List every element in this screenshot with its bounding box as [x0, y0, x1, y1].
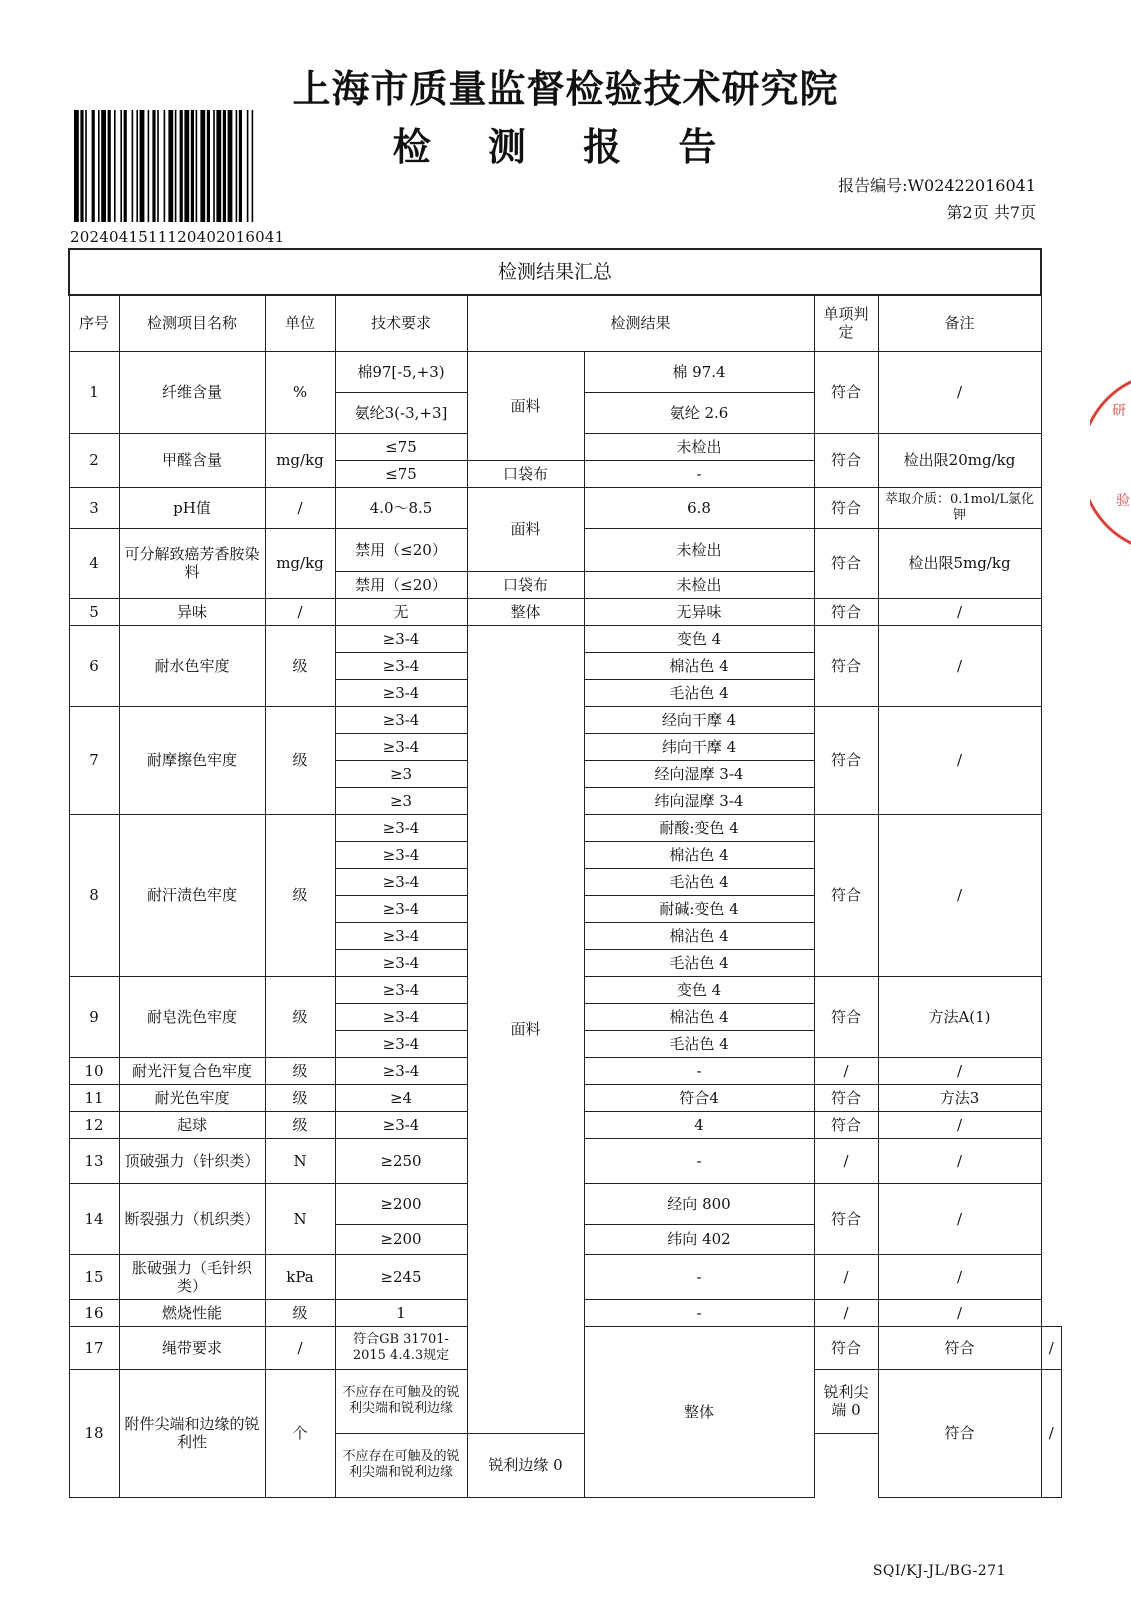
result-cell: 经向湿摩 3-4 — [584, 760, 814, 787]
req-cell: 氨纶3(-3,+3] — [335, 392, 467, 433]
req-cell: ≥3-4 — [335, 1057, 467, 1084]
seq-cell: 18 — [69, 1369, 119, 1497]
unit-cell: 级 — [265, 625, 335, 706]
result-cell: 棉沾色 4 — [584, 922, 814, 949]
page-info: 第2页 共7页 — [946, 203, 1036, 222]
remark-cell: / — [1041, 1369, 1061, 1497]
barcode-image — [74, 110, 282, 222]
req-cell: ≥200 — [335, 1183, 467, 1224]
unit-cell: 级 — [265, 814, 335, 976]
table-row — [69, 598, 1062, 625]
seq-cell: 10 — [69, 1057, 119, 1084]
seq-cell: 11 — [69, 1084, 119, 1111]
table-row — [69, 487, 1062, 528]
req-cell: ≥250 — [335, 1138, 467, 1183]
result-cell: 毛沾色 4 — [584, 1030, 814, 1057]
result-cell: 耐酸:变色 4 — [584, 814, 814, 841]
judge-cell: 符合 — [814, 1183, 878, 1254]
table-row — [69, 625, 1062, 652]
item-cell: 耐汗渍色牢度 — [119, 814, 265, 976]
seq-cell: 16 — [69, 1299, 119, 1326]
item-cell: 异味 — [119, 598, 265, 625]
seq-cell: 17 — [69, 1326, 119, 1369]
req-cell: ≥3 — [335, 787, 467, 814]
part-cell: 口袋布 — [467, 460, 584, 487]
unit-cell: N — [265, 1183, 335, 1254]
item-cell: 顶破强力（针织类） — [119, 1138, 265, 1183]
req-cell: ≥4 — [335, 1084, 467, 1111]
result-cell: 变色 4 — [584, 976, 814, 1003]
col-header-item: 检测项目名称 — [119, 295, 265, 351]
seq-cell: 13 — [69, 1138, 119, 1183]
item-cell: 耐摩擦色牢度 — [119, 706, 265, 814]
result-cell: 未检出 — [584, 571, 814, 598]
remark-cell: / — [878, 1111, 1041, 1138]
seal-stamp-fragment — [1090, 375, 1131, 550]
req-cell: 禁用（≤20） — [335, 528, 467, 571]
result-cell: 氨纶 2.6 — [584, 392, 814, 433]
report-number: 报告编号:W02422016041 — [838, 176, 1036, 195]
remark-cell: / — [878, 1299, 1041, 1326]
remark-cell: 检出限20mg/kg — [878, 433, 1041, 487]
req-cell: ≥3-4 — [335, 868, 467, 895]
unit-cell: 个 — [265, 1369, 335, 1497]
req-cell: ≥3-4 — [335, 625, 467, 652]
seq-cell: 5 — [69, 598, 119, 625]
judge-cell: 符合 — [878, 1326, 1041, 1369]
result-cell: 棉 97.4 — [584, 351, 814, 392]
judge-cell: / — [814, 1057, 878, 1084]
item-cell: 耐光汗复合色牢度 — [119, 1057, 265, 1084]
req-cell: ≥3-4 — [335, 1111, 467, 1138]
req-cell: ≥3-4 — [335, 679, 467, 706]
result-cell: 6.8 — [584, 487, 814, 528]
judge-cell: 符合 — [814, 1111, 878, 1138]
svg-text:验: 验 — [1116, 493, 1130, 509]
remark-cell: / — [878, 1254, 1041, 1299]
col-header-req: 技术要求 — [335, 295, 467, 351]
judge-cell: 符合 — [814, 598, 878, 625]
req-cell: ≥245 — [335, 1254, 467, 1299]
part-cell: 面料 — [467, 351, 584, 460]
req-cell: ≥3-4 — [335, 976, 467, 1003]
unit-cell: / — [265, 598, 335, 625]
result-cell: 未检出 — [584, 528, 814, 571]
req-cell: 符合GB 31701-2015 4.4.3规定 — [335, 1326, 467, 1369]
item-cell: 纤维含量 — [119, 351, 265, 433]
req-cell: 4.0～8.5 — [335, 487, 467, 528]
form-code: SQI/KJ-JL/BG-271 — [872, 1563, 1006, 1579]
judge-cell: 符合 — [814, 976, 878, 1057]
result-cell: 锐利边缘 0 — [467, 1433, 584, 1497]
req-cell: ≥3-4 — [335, 652, 467, 679]
req-cell: ≥3 — [335, 760, 467, 787]
item-cell: 耐水色牢度 — [119, 625, 265, 706]
seq-cell: 8 — [69, 814, 119, 976]
seq-cell: 2 — [69, 433, 119, 487]
barcode-number: 20240415111204020160​41 — [70, 228, 285, 246]
remark-cell: / — [878, 814, 1041, 976]
req-cell: ≥3-4 — [335, 949, 467, 976]
judge-cell: 符合 — [814, 814, 878, 976]
unit-cell: / — [265, 1326, 335, 1369]
item-cell: 燃烧性能 — [119, 1299, 265, 1326]
judge-cell: 符合 — [814, 433, 878, 487]
req-cell: ≥3-4 — [335, 895, 467, 922]
unit-cell: % — [265, 351, 335, 433]
part-cell: 面料 — [467, 487, 584, 571]
req-cell: 不应存在可触及的锐利尖端和锐利边缘 — [335, 1369, 467, 1433]
judge-cell: 符合 — [878, 1369, 1041, 1497]
judge-cell: / — [814, 1254, 878, 1299]
part-cell-merged: 面料 — [467, 625, 584, 1433]
judge-cell: 符合 — [814, 706, 878, 814]
remark-cell: / — [1041, 1326, 1061, 1369]
seq-cell: 9 — [69, 976, 119, 1057]
svg-text:研: 研 — [1112, 403, 1126, 419]
judge-cell: 符合 — [814, 487, 878, 528]
part-cell: 整体 — [467, 598, 584, 625]
seq-cell: 3 — [69, 487, 119, 528]
req-cell: ≥3-4 — [335, 1003, 467, 1030]
item-cell: 可分解致癌芳香胺染料 — [119, 528, 265, 598]
req-cell: ≤75 — [335, 460, 467, 487]
col-header-seq: 序号 — [69, 295, 119, 351]
req-cell: ≤75 — [335, 433, 467, 460]
result-cell: 符合4 — [584, 1084, 814, 1111]
unit-cell: 级 — [265, 976, 335, 1057]
seq-cell: 6 — [69, 625, 119, 706]
judge-cell: 符合 — [814, 625, 878, 706]
req-cell: ≥200 — [335, 1224, 467, 1254]
req-cell: ≥3-4 — [335, 706, 467, 733]
judge-cell: 符合 — [814, 1084, 878, 1111]
req-cell: 无 — [335, 598, 467, 625]
remark-cell: 检出限5mg/kg — [878, 528, 1041, 598]
col-header-judge: 单项判定 — [814, 295, 878, 351]
seq-cell: 4 — [69, 528, 119, 598]
col-header-unit: 单位 — [265, 295, 335, 351]
result-cell: 纬向湿摩 3-4 — [584, 787, 814, 814]
req-cell: ≥3-4 — [335, 922, 467, 949]
remark-cell: 方法A(1) — [878, 976, 1041, 1057]
unit-cell: 级 — [265, 1111, 335, 1138]
result-cell: 锐利尖端 0 — [814, 1369, 878, 1433]
unit-cell: N — [265, 1138, 335, 1183]
result-cell: 耐碱:变色 4 — [584, 895, 814, 922]
remark-cell: / — [878, 1057, 1041, 1084]
judge-cell: 符合 — [814, 351, 878, 433]
item-cell: pH值 — [119, 487, 265, 528]
remark-cell: / — [878, 351, 1041, 433]
part-cell: 口袋布 — [467, 571, 584, 598]
item-cell: 耐光色牢度 — [119, 1084, 265, 1111]
result-cell: 纬向 402 — [584, 1224, 814, 1254]
result-cell: - — [584, 1254, 814, 1299]
req-cell: ≥3-4 — [335, 733, 467, 760]
unit-cell: 级 — [265, 1084, 335, 1111]
item-cell: 起球 — [119, 1111, 265, 1138]
col-header-remark: 备注 — [878, 295, 1041, 351]
result-cell: 4 — [584, 1111, 814, 1138]
req-cell: ≥3-4 — [335, 814, 467, 841]
remark-cell: / — [878, 706, 1041, 814]
item-cell: 胀破强力（毛针织类） — [119, 1254, 265, 1299]
result-cell: 毛沾色 4 — [584, 868, 814, 895]
col-header-result: 检测结果 — [467, 295, 814, 351]
req-cell: 禁用（≤20） — [335, 571, 467, 598]
result-cell: 经向干摩 4 — [584, 706, 814, 733]
remark-cell: / — [878, 1138, 1041, 1183]
institute-title: 上海市质量监督检验技术研究院 — [292, 66, 839, 111]
req-cell: ≥3-4 — [335, 841, 467, 868]
seq-cell: 1 — [69, 351, 119, 433]
seq-cell: 14 — [69, 1183, 119, 1254]
req-cell: ≥3-4 — [335, 1030, 467, 1057]
item-cell: 断裂强力（机织类） — [119, 1183, 265, 1254]
judge-cell: 符合 — [814, 528, 878, 598]
unit-cell: 级 — [265, 1057, 335, 1084]
result-cell: 经向 800 — [584, 1183, 814, 1224]
result-cell: - — [584, 1138, 814, 1183]
unit-cell: / — [265, 487, 335, 528]
result-cell: 棉沾色 4 — [584, 652, 814, 679]
result-cell: 毛沾色 4 — [584, 679, 814, 706]
req-cell: 棉97[-5,+3) — [335, 351, 467, 392]
item-cell: 绳带要求 — [119, 1326, 265, 1369]
unit-cell: 级 — [265, 706, 335, 814]
req-cell: 不应存在可触及的锐利尖端和锐利边缘 — [335, 1433, 467, 1497]
result-cell: - — [584, 460, 814, 487]
table-caption: 检测结果汇总 — [69, 249, 1041, 295]
result-cell: 棉沾色 4 — [584, 841, 814, 868]
item-cell: 耐皂洗色牢度 — [119, 976, 265, 1057]
unit-cell: kPa — [265, 1254, 335, 1299]
remark-cell: 方法3 — [878, 1084, 1041, 1111]
result-cell: 纬向干摩 4 — [584, 733, 814, 760]
table-row — [69, 351, 1062, 392]
result-cell: 毛沾色 4 — [584, 949, 814, 976]
remark-cell: / — [878, 1183, 1041, 1254]
unit-cell: 级 — [265, 1299, 335, 1326]
result-cell: 符合 — [814, 1326, 878, 1369]
header-row — [69, 295, 1062, 351]
unit-cell: mg/kg — [265, 433, 335, 487]
result-cell: 棉沾色 4 — [584, 1003, 814, 1030]
result-cell: 无异味 — [584, 598, 814, 625]
remark-cell: / — [878, 598, 1041, 625]
seq-cell: 12 — [69, 1111, 119, 1138]
result-cell: - — [584, 1057, 814, 1084]
seq-cell: 15 — [69, 1254, 119, 1299]
result-cell: 变色 4 — [584, 625, 814, 652]
results-table — [68, 248, 1062, 1498]
item-cell: 甲醛含量 — [119, 433, 265, 487]
seq-cell: 7 — [69, 706, 119, 814]
report-title: 检 测 报 告 — [392, 124, 739, 169]
unit-cell: mg/kg — [265, 528, 335, 598]
judge-cell: / — [814, 1138, 878, 1183]
part-cell: 整体 — [584, 1326, 814, 1497]
remark-cell: 萃取介质：0.1mol/L氯化钾 — [878, 487, 1041, 528]
judge-cell: / — [814, 1299, 878, 1326]
item-cell: 附件尖端和边缘的锐利性 — [119, 1369, 265, 1497]
req-cell: 1 — [335, 1299, 467, 1326]
remark-cell: / — [878, 625, 1041, 706]
result-cell: - — [584, 1299, 814, 1326]
result-cell: 未检出 — [584, 433, 814, 460]
